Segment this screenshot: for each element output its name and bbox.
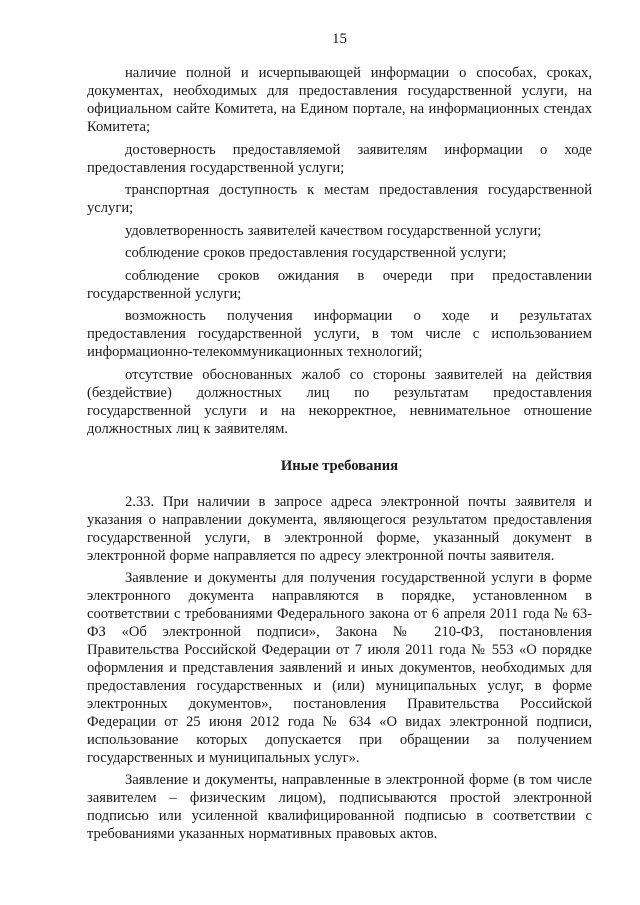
list-item: удовлетворенность заявителей качеством государственной услуги; — [125, 222, 542, 239]
list-item: транспортная доступность к местам предоставления государственной услуги; — [87, 182, 592, 216]
list-item: наличие полной и исчерпывающей информации о способах, сроках, документах, необходимых для предоставления государственной услуги, на официальном сайте Комитета, на Едином портале, на информационных стендах Комитета; — [87, 65, 592, 135]
document-page — [87, 0, 592, 905]
list-item: возможность получения информации о ходе и результатах предоставления государственной услуги, в том числе с использованием информационно-телекоммуникационных технологий; — [87, 308, 592, 360]
section-paragraph: 2.33. При наличии в запросе адреса электронной почты заявителя и указания о направлении документа, являющегося результатом предоставления государственной услуги, в электронной форме, указанный документ в электронной форме направляется по адресу электронной почты заявителя. — [87, 493, 592, 564]
list-item: соблюдение сроков предоставления государственной услуги; — [125, 245, 507, 261]
list-item: соблюдение сроков ожидания в очереди при предоставлении государственной услуги; — [87, 267, 592, 302]
list-item: достоверность предоставляемой заявителям информации о ходе предоставления государственной услуги; — [87, 141, 592, 176]
section-paragraph: Заявление и документы для получения государственной услуги в форме электронного документа направляются в порядке, установленном в соответствии с требованиями Федерального закона от 6 апреля 2011 года № 63-ФЗ «Об электронной подписи», Закона № 210-ФЗ, постановления Правительства Российской Федерации от 7 июля 2011 года № 553 «О порядке оформления и представления заявлений и иных документов, необходимых для предоставления государственных и (или) муниципальных услуг, в форме электронных документов», постановления Правительства Российской Федерации от 25 июня 2012 года № 634 «О видах электронной подписи, использование которых допускается при обращении за получением государственных и муниципальных услуг». — [87, 569, 592, 766]
section-paragraph: Заявление и документы, направленные в электронной форме (в том числе заявителем – физическим лицом), подписываются простой электронной подписью или усиленной квалифицированной подписью в соответствии с требованиями указанных нормативных правовых актов. — [87, 771, 592, 842]
page-content — [87, 64, 592, 847]
section-heading: Иные требования — [280, 457, 399, 474]
list-item: отсутствие обоснованных жалоб со стороны заявителей на действия (бездействие) должностных лиц по результатам предоставления государственной услуги и на некорректное, невнимательное отношение должностных лиц к заявителям. — [87, 366, 592, 437]
page-number: 15 — [332, 31, 347, 47]
